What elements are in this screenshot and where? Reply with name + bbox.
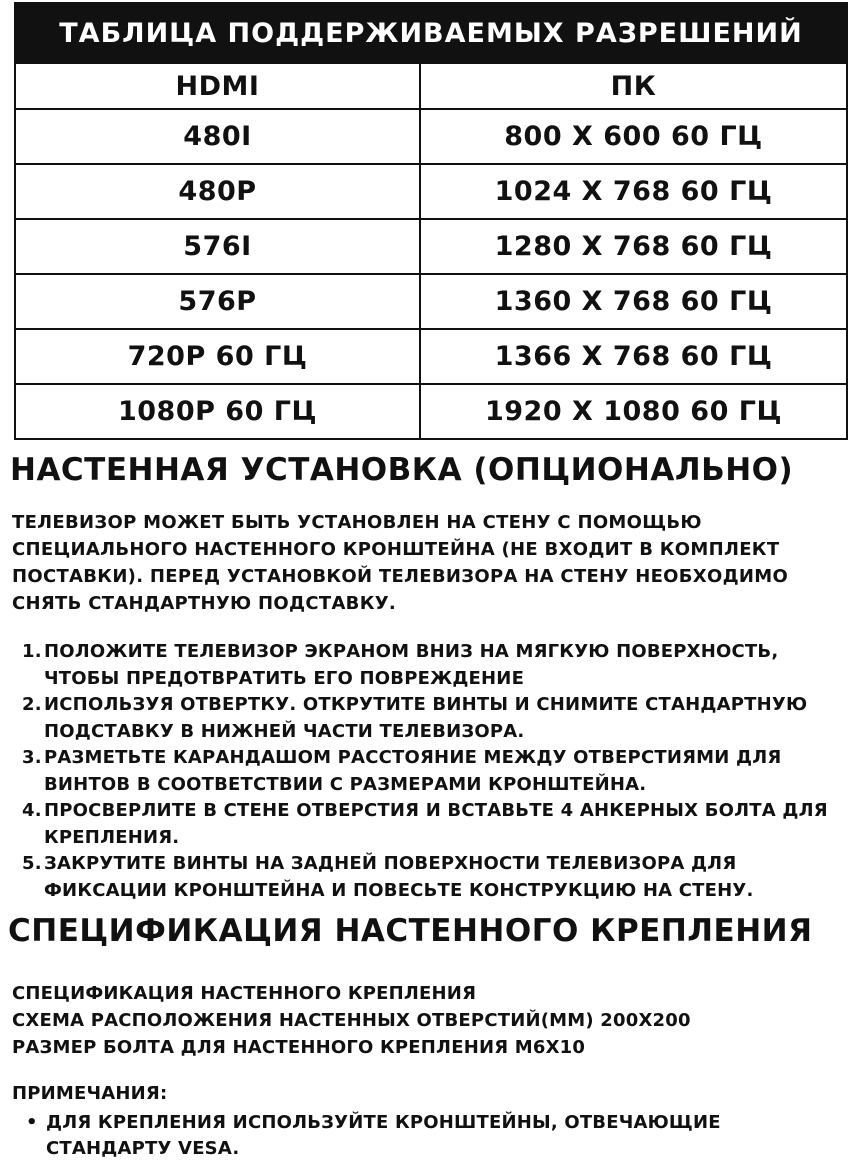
step-line: ПОЛОЖИТЕ ТЕЛЕВИЗОР ЭКРАНОМ ВНИЗ НА МЯГКУЮ ПОВЕРХНОСТЬ, xyxy=(44,641,779,662)
hdmi-cell: 576I xyxy=(15,219,420,274)
list-item xyxy=(22,745,852,798)
hdmi-cell: 1080P 60 ГЦ xyxy=(15,384,420,439)
step-number: 3. xyxy=(22,747,42,768)
step-line: ЗАКРУТИТЕ ВИНТЫ НА ЗАДНЕЙ ПОВЕРХНОСТИ ТЕЛЕВИЗОРА ДЛЯ xyxy=(44,853,737,874)
table-row xyxy=(15,219,847,274)
hdmi-cell: 480P xyxy=(15,164,420,219)
hdmi-cell: 720P 60 ГЦ xyxy=(15,329,420,384)
list-item xyxy=(26,1110,846,1162)
header-hdmi: HDMI xyxy=(15,63,420,109)
hdmi-cell: 480I xyxy=(15,109,420,164)
step-number: 4. xyxy=(22,800,42,821)
step-line: ПОДСТАВКУ В НИЖНЕЙ ЧАСТИ ТЕЛЕВИЗОРА. xyxy=(44,720,525,742)
spec-line: РАЗМЕР БОЛТА ДЛЯ НАСТЕННОГО КРЕПЛЕНИЯ М6Х10 xyxy=(12,1037,586,1058)
step-line: ПРОСВЕРЛИТЕ В СТЕНЕ ОТВЕРСТИЯ И ВСТАВЬТЕ 4 АНКЕРНЫХ БОЛТА ДЛЯ xyxy=(44,800,828,821)
table-row xyxy=(15,329,847,384)
pc-cell: 1920 X 1080 60 ГЦ xyxy=(420,384,847,439)
step-line: ИСПОЛЬЗУЯ ОТВЕРТКУ. ОТКРУТИТЕ ВИНТЫ И СНИМИТЕ СТАНДАРТНУЮ xyxy=(44,694,808,715)
pc-cell: 1280 X 768 60 ГЦ xyxy=(420,219,847,274)
step-line: КРЕПЛЕНИЯ. xyxy=(44,826,180,848)
pc-cell: 1024 X 768 60 ГЦ xyxy=(420,164,847,219)
step-line: РАЗМЕТЬТЕ КАРАНДАШОМ РАССТОЯНИЕ МЕЖДУ ОТВЕРСТИЯМИ ДЛЯ xyxy=(44,747,782,768)
table-row xyxy=(15,274,847,329)
step-line: ФИКСАЦИИ КРОНШТЕЙНА И ПОВЕСЬТЕ КОНСТРУКЦИЮ НА СТЕНУ. xyxy=(44,879,754,901)
wall-mount-title: НАСТЕННАЯ УСТАНОВКА (ОПЦИОНАЛЬНО) xyxy=(10,452,794,488)
step-line: ВИНТОВ В СООТВЕТСТВИИ С РАЗМЕРАМИ КРОНШТЕЙНА. xyxy=(44,773,647,795)
intro-line: СПЕЦИАЛЬНОГО НАСТЕННОГО КРОНШТЕЙНА (НЕ ВХОДИТ В КОМПЛЕКТ xyxy=(12,539,780,560)
intro-line: ПОСТАВКИ). ПЕРЕД УСТАНОВКОЙ ТЕЛЕВИЗОРА НА СТЕНУ НЕОБХОДИМО xyxy=(12,566,789,587)
table-row xyxy=(15,109,847,164)
intro-line: СНЯТЬ СТАНДАРТНУЮ ПОДСТАВКУ. xyxy=(12,593,397,614)
hdmi-cell: 576P xyxy=(15,274,420,329)
note-line: СТАНДАРТУ VESA. xyxy=(46,1138,240,1159)
step-number: 1. xyxy=(22,641,42,662)
bullet-icon: • xyxy=(26,1112,38,1133)
resolution-table xyxy=(14,2,848,440)
table-header-row xyxy=(15,63,847,109)
install-steps xyxy=(22,639,852,904)
table-row xyxy=(15,164,847,219)
spec-title: СПЕЦИФИКАЦИЯ НАСТЕННОГО КРЕПЛЕНИЯ xyxy=(8,913,813,949)
spec-line: СПЕЦИФИКАЦИЯ НАСТЕННОГО КРЕПЛЕНИЯ xyxy=(12,983,477,1004)
spec-details xyxy=(12,980,852,1061)
step-line: ЧТОБЫ ПРЕДОТВРАТИТЬ ЕГО ПОВРЕЖДЕНИЕ xyxy=(44,667,525,689)
notes-list xyxy=(26,1110,846,1162)
pc-cell: 1360 X 768 60 ГЦ xyxy=(420,274,847,329)
resolution-table-title: ТАБЛИЦА ПОДДЕРЖИВАЕМЫХ РАЗРЕШЕНИЙ xyxy=(15,3,847,63)
notes-title: ПРИМЕЧАНИЯ: xyxy=(12,1083,168,1104)
step-number: 2. xyxy=(22,694,42,715)
pc-cell: 1366 X 768 60 ГЦ xyxy=(420,329,847,384)
pc-cell: 800 X 600 60 ГЦ xyxy=(420,109,847,164)
list-item xyxy=(22,798,852,851)
list-item xyxy=(22,692,852,745)
list-item xyxy=(22,639,852,692)
header-pc: ПК xyxy=(420,63,847,109)
table-row xyxy=(15,384,847,439)
spec-line: СХЕМА РАСПОЛОЖЕНИЯ НАСТЕННЫХ ОТВЕРСТИЙ(ММ) 200Х200 xyxy=(12,1010,691,1031)
note-line: ДЛЯ КРЕПЛЕНИЯ ИСПОЛЬЗУЙТЕ КРОНШТЕЙНЫ, ОТВЕЧАЮЩИЕ xyxy=(46,1112,721,1133)
list-item xyxy=(22,851,852,904)
wall-mount-intro xyxy=(12,509,852,617)
step-number: 5. xyxy=(22,853,42,874)
intro-line: ТЕЛЕВИЗОР МОЖЕТ БЫТЬ УСТАНОВЛЕН НА СТЕНУ С ПОМОЩЬЮ xyxy=(12,512,702,533)
